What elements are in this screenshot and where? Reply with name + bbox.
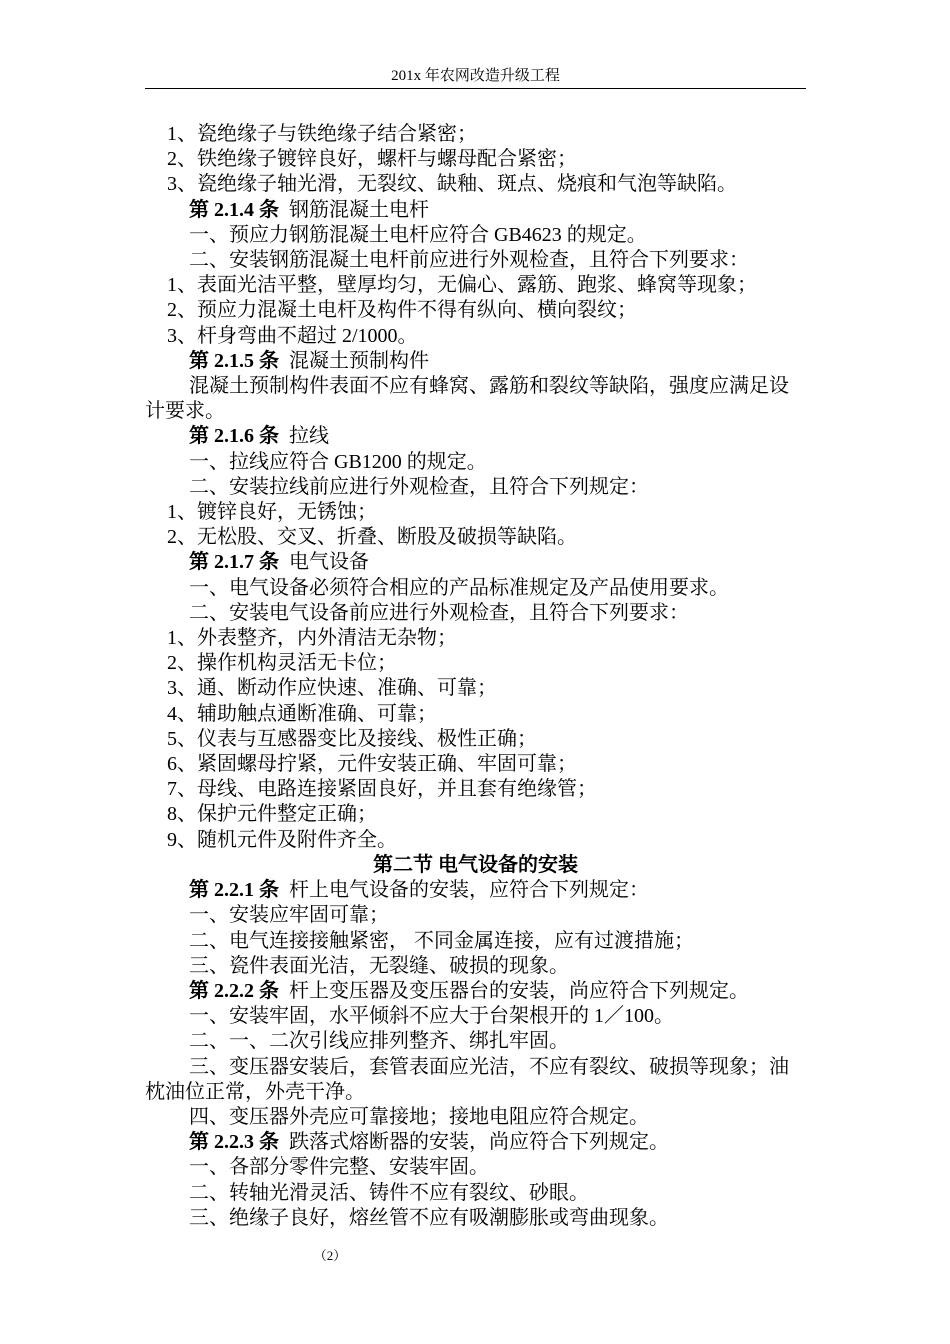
list-item: 2、铁绝缘子镀锌良好，螺杆与螺母配合紧密； bbox=[167, 148, 577, 171]
page-number: （2） bbox=[313, 1248, 347, 1263]
list-item: 6、紧固螺母拧紧，元件安装正确、牢固可靠； bbox=[167, 753, 577, 776]
list-item: 3、通、断动作应快速、准确、可靠； bbox=[167, 677, 497, 700]
article-number: 第 2.1.4 条 bbox=[189, 198, 279, 221]
article-title: 电气设备 bbox=[289, 551, 369, 574]
article-title: 拉线 bbox=[289, 425, 329, 448]
article-heading bbox=[145, 550, 806, 575]
article-title: 杆上电气设备的安装，应符合下列规定： bbox=[289, 879, 649, 902]
paragraph: 二、安装拉线前应进行外观检查，且符合下列规定： bbox=[189, 475, 649, 498]
list-item: 1、瓷绝缘子与铁绝缘子结合紧密； bbox=[167, 123, 477, 145]
article-title: 混凝土预制构件 bbox=[289, 349, 429, 372]
paragraph: 一、拉线应符合 GB1200 的规定。 bbox=[189, 450, 487, 473]
paragraph: 一、预应力钢筋混凝土电杆应符合 GB4623 的规定。 bbox=[189, 223, 647, 246]
article-title: 杆上变压器及变压器台的安装，尚应符合下列规定。 bbox=[289, 979, 749, 1002]
list-item: 2、预应力混凝土电杆及构件不得有纵向、横向裂纹； bbox=[167, 299, 637, 322]
paragraph: 二、转轴光滑灵活、铸件不应有裂纹、砂眼。 bbox=[189, 1181, 589, 1204]
article-number: 第 2.2.1 条 bbox=[189, 879, 279, 902]
list-item: 3、杆身弯曲不超过 2/1000。 bbox=[167, 324, 418, 347]
paragraph: 二、安装钢筋混凝土电杆前应进行外观检查，且符合下列要求： bbox=[189, 249, 749, 272]
article-heading bbox=[145, 979, 806, 1004]
paragraph: 一、安装应牢固可靠； bbox=[189, 904, 389, 927]
paragraph: 二、安装电气设备前应进行外观检查，且符合下列要求： bbox=[189, 601, 689, 624]
article-number: 第 2.2.2 条 bbox=[189, 979, 279, 1002]
paragraph: 一、各部分零件完整、安装牢固。 bbox=[189, 1156, 489, 1179]
header-rule bbox=[145, 88, 806, 89]
list-item: 8、保护元件整定正确； bbox=[167, 803, 377, 826]
list-item: 1、表面光洁平整，壁厚均匀，无偏心、露筋、跑浆、蜂窝等现象； bbox=[167, 274, 757, 297]
section-heading: 第二节 电气设备的安装 bbox=[373, 853, 578, 876]
article-title: 跌落式熔断器的安装，尚应符合下列规定。 bbox=[289, 1131, 669, 1154]
article-heading bbox=[145, 878, 806, 903]
list-item: 1、外表整齐，内外清洁无杂物； bbox=[167, 627, 457, 650]
article-title: 钢筋混凝土电杆 bbox=[289, 198, 429, 221]
list-item: 5、仪表与互感器变比及接线、极性正确； bbox=[167, 727, 537, 750]
list-item: 2、无松股、交叉、折叠、断股及破损等缺陷。 bbox=[167, 526, 577, 549]
article-number: 第 2.1.6 条 bbox=[189, 425, 279, 448]
article-heading bbox=[145, 349, 806, 374]
paragraph: 三、瓷件表面光洁，无裂缝、破损的现象。 bbox=[189, 954, 569, 977]
document-body bbox=[145, 122, 806, 1231]
article-number: 第 2.1.5 条 bbox=[189, 349, 279, 372]
paragraph: 三、变压器安装后，套管表面应光洁，不应有裂纹、破损等现象；油枕油位正常，外壳干净。 bbox=[145, 1055, 789, 1103]
page-header-title: 201x 年农网改造升级工程 bbox=[391, 68, 560, 84]
article-heading bbox=[145, 198, 806, 223]
paragraph: 二、一、二次引线应排列整齐、绑扎牢固。 bbox=[189, 1030, 569, 1053]
list-item: 7、母线、电路连接紧固良好，并且套有绝缘管； bbox=[167, 778, 597, 801]
article-heading bbox=[145, 1130, 806, 1155]
list-item: 2、操作机构灵活无卡位； bbox=[167, 652, 397, 675]
paragraph: 二、电气连接接触紧密， 不同金属连接，应有过渡措施； bbox=[189, 929, 694, 952]
list-item: 1、镀锌良好，无锈蚀； bbox=[167, 501, 377, 524]
paragraph: 混凝土预制构件表面不应有蜂窝、露筋和裂纹等缺陷，强度应满足设计要求。 bbox=[145, 375, 789, 423]
paragraph: 四、变压器外壳应可靠接地；接地电阻应符合规定。 bbox=[189, 1105, 649, 1128]
article-number: 第 2.1.7 条 bbox=[189, 551, 279, 574]
list-item: 4、辅助触点通断准确、可靠； bbox=[167, 702, 437, 725]
paragraph: 一、电气设备必须符合相应的产品标准规定及产品使用要求。 bbox=[189, 576, 729, 599]
list-item: 9、随机元件及附件齐全。 bbox=[167, 828, 397, 851]
paragraph: 一、安装牢固，水平倾斜不应大于台架根开的 1／100。 bbox=[189, 1005, 674, 1028]
article-number: 第 2.2.3 条 bbox=[189, 1131, 279, 1154]
list-item: 3、瓷绝缘子轴光滑，无裂纹、缺釉、斑点、烧痕和气泡等缺陷。 bbox=[167, 173, 737, 196]
article-heading bbox=[145, 424, 806, 449]
paragraph: 三、绝缘子良好，熔丝管不应有吸潮膨胀或弯曲现象。 bbox=[189, 1206, 669, 1229]
